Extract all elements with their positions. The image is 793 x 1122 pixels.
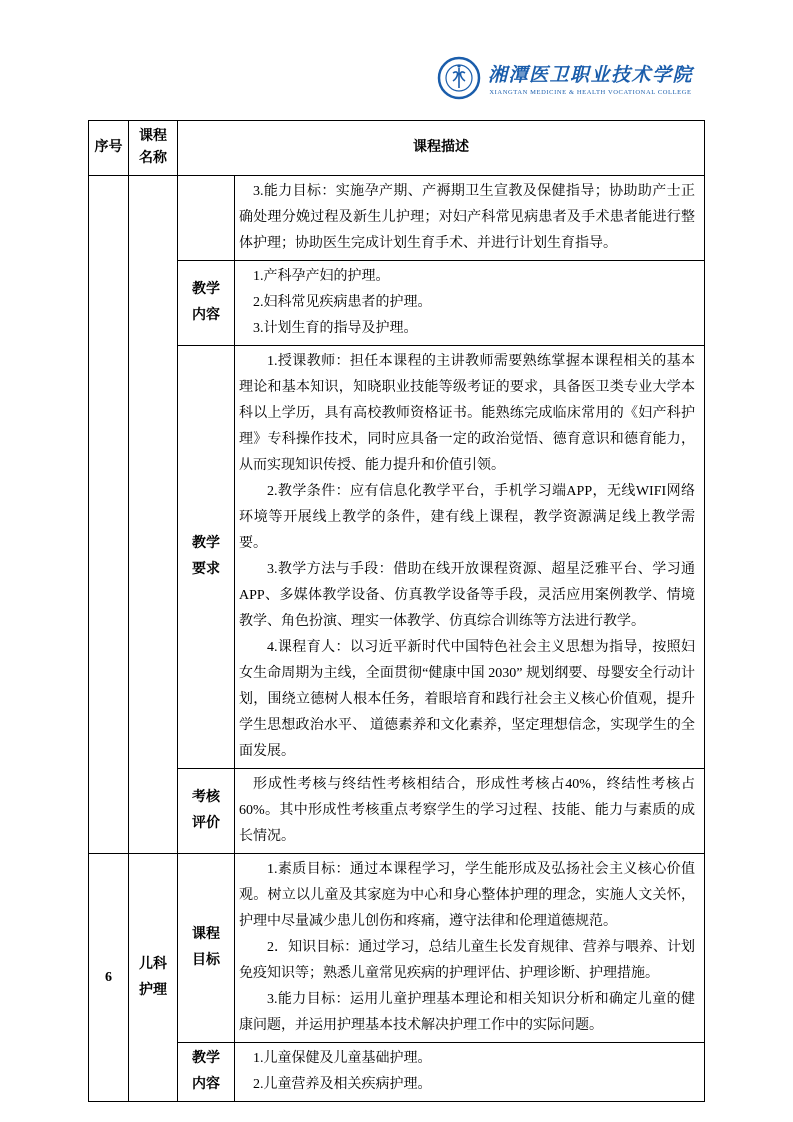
course6-teaching-content-item: 1.儿童保健及儿童基础护理。	[253, 1051, 432, 1066]
course-description-table	[88, 120, 705, 1102]
teaching-content-item: 3.计划生育的指导及护理。	[253, 321, 418, 336]
assessment-label-cell	[178, 769, 235, 854]
ability-goal-text: 3.能力目标：实施孕产期、产褥期卫生宣教及保健指导；协助助产士正确处理分娩过程及新生儿护理；对妇产科常见病患者及手术患者能进行整体护理；协助医生完成计划生育手术、并进行计划生育指导。	[239, 184, 695, 251]
teaching-content-label-cell	[178, 261, 235, 346]
ability-goal-cell	[235, 176, 705, 261]
header-col-name-label: 课程名称	[139, 129, 167, 166]
row-ability-goal-continuation	[89, 176, 705, 261]
teaching-requirements-para: 2.教学条件：应有信息化教学平台，手机学习端APP，无线WIFI网络环境等开展线上教学的条件，建有线上课程，教学资源满足线上教学需要。	[239, 484, 695, 551]
college-logo-text	[488, 60, 693, 96]
course6-objective-para: 1.素质目标：通过本课程学习，学生能形成及弘扬社会主义核心价值观。树立以儿童及其家庭为中心和身心整体护理的理念，实施人文关怀，护理中尽量减少患儿创伤和疼痛，遵守法律和伦理道德规范。	[239, 862, 695, 929]
row-course6-teaching-content	[89, 1043, 705, 1102]
course6-teaching-content-item: 2.儿童营养及相关疾病护理。	[253, 1077, 432, 1092]
teaching-requirements-para: 1.授课教师：担任本课程的主讲教师需要熟练掌握本课程相关的基本理论和基本知识，知晓职业技能等级考证的要求，具备医卫类专业大学本科以上学历，具有高校教师资格证书。能熟练完成临床常用的《妇产科护理》专科操作技术，同时应具备一定的政治觉悟、德育意识和德育能力，从而实现知识传授、能力提升和价值引领。	[239, 354, 695, 473]
college-logo	[437, 56, 693, 100]
teaching-requirements-label: 教学要求	[192, 536, 220, 577]
college-name-en: XIANGTAN MEDICINE & HEALTH VOCATIONAL COLLEGE	[489, 89, 692, 96]
teaching-requirements-para: 4.课程育人：以习近平新时代中国特色社会主义思想为指导，按照妇女生命周期为主线，全面贯彻“健康中国 2030” 规划纲要、母婴安全行动计划，围绕立德树人根本任务，着眼培育和践行社会主义核心价值观，提升学生思想政治水平、 道德素养和文化素养，坚定理想信念，实现学生的全面发展。	[239, 640, 695, 759]
teaching-requirements-label-cell	[178, 346, 235, 769]
course6-objectives-label-cell	[178, 854, 235, 1043]
teaching-requirements-cell	[235, 346, 705, 769]
assessment-cell	[235, 769, 705, 854]
college-name-zh: 湘潭医卫职业技术学院	[487, 65, 693, 86]
college-emblem-icon	[437, 56, 481, 100]
teaching-content-item: 1.产科孕产妇的护理。	[253, 269, 390, 284]
row-label-cell-empty	[178, 176, 235, 261]
header-col-desc: 课程描述	[178, 121, 705, 176]
header-row	[89, 121, 705, 176]
course-no-cell-empty	[89, 176, 129, 854]
course-name-cell-empty	[129, 176, 178, 854]
header-col-name	[129, 121, 178, 176]
teaching-requirements-para: 3.教学方法与手段：借助在线开放课程资源、超星泛雅平台、学习通APP、多媒体教学设备、仿真教学设备等手段，灵活应用案例教学、情境教学、角色扮演、理实一体教学、仿真综合训练等方法进行教学。	[239, 562, 695, 629]
teaching-content-cell	[235, 261, 705, 346]
course6-teaching-content-cell	[235, 1043, 705, 1102]
course6-objective-para: 3.能力目标：运用儿童护理基本理论和相关知识分析和确定儿童的健康问题，并运用护理基本技术解决护理工作中的实际问题。	[239, 992, 695, 1033]
teaching-content-label: 教学内容	[192, 282, 220, 323]
course6-no: 6	[89, 854, 129, 1102]
course6-objectives-label: 课程目标	[192, 927, 220, 968]
course6-teaching-content-label-cell	[178, 1043, 235, 1102]
course6-name: 儿科护理	[139, 956, 167, 998]
row-teaching-content	[89, 261, 705, 346]
course6-name-cell	[129, 854, 178, 1102]
row-assessment	[89, 769, 705, 854]
row-teaching-requirements	[89, 346, 705, 769]
course6-teaching-content-label: 教学内容	[192, 1051, 220, 1092]
course6-objectives-cell	[235, 854, 705, 1043]
header-col-no: 序号	[89, 121, 129, 176]
teaching-content-item: 2.妇科常见疾病患者的护理。	[253, 295, 432, 310]
assessment-text: 形成性考核与终结性考核相结合，形成性考核占40%，终结性考核占60%。其中形成性考核重点考察学生的学习过程、技能、能力与素质的成长情况。	[239, 777, 695, 844]
row-course6-objectives	[89, 854, 705, 1043]
assessment-label: 考核评价	[192, 790, 220, 831]
course6-objective-para: 2．知识目标：通过学习，总结儿童生长发育规律、营养与喂养、计划免疫知识等；熟悉儿童常见疾病的护理评估、护理诊断、护理措施。	[239, 940, 695, 981]
